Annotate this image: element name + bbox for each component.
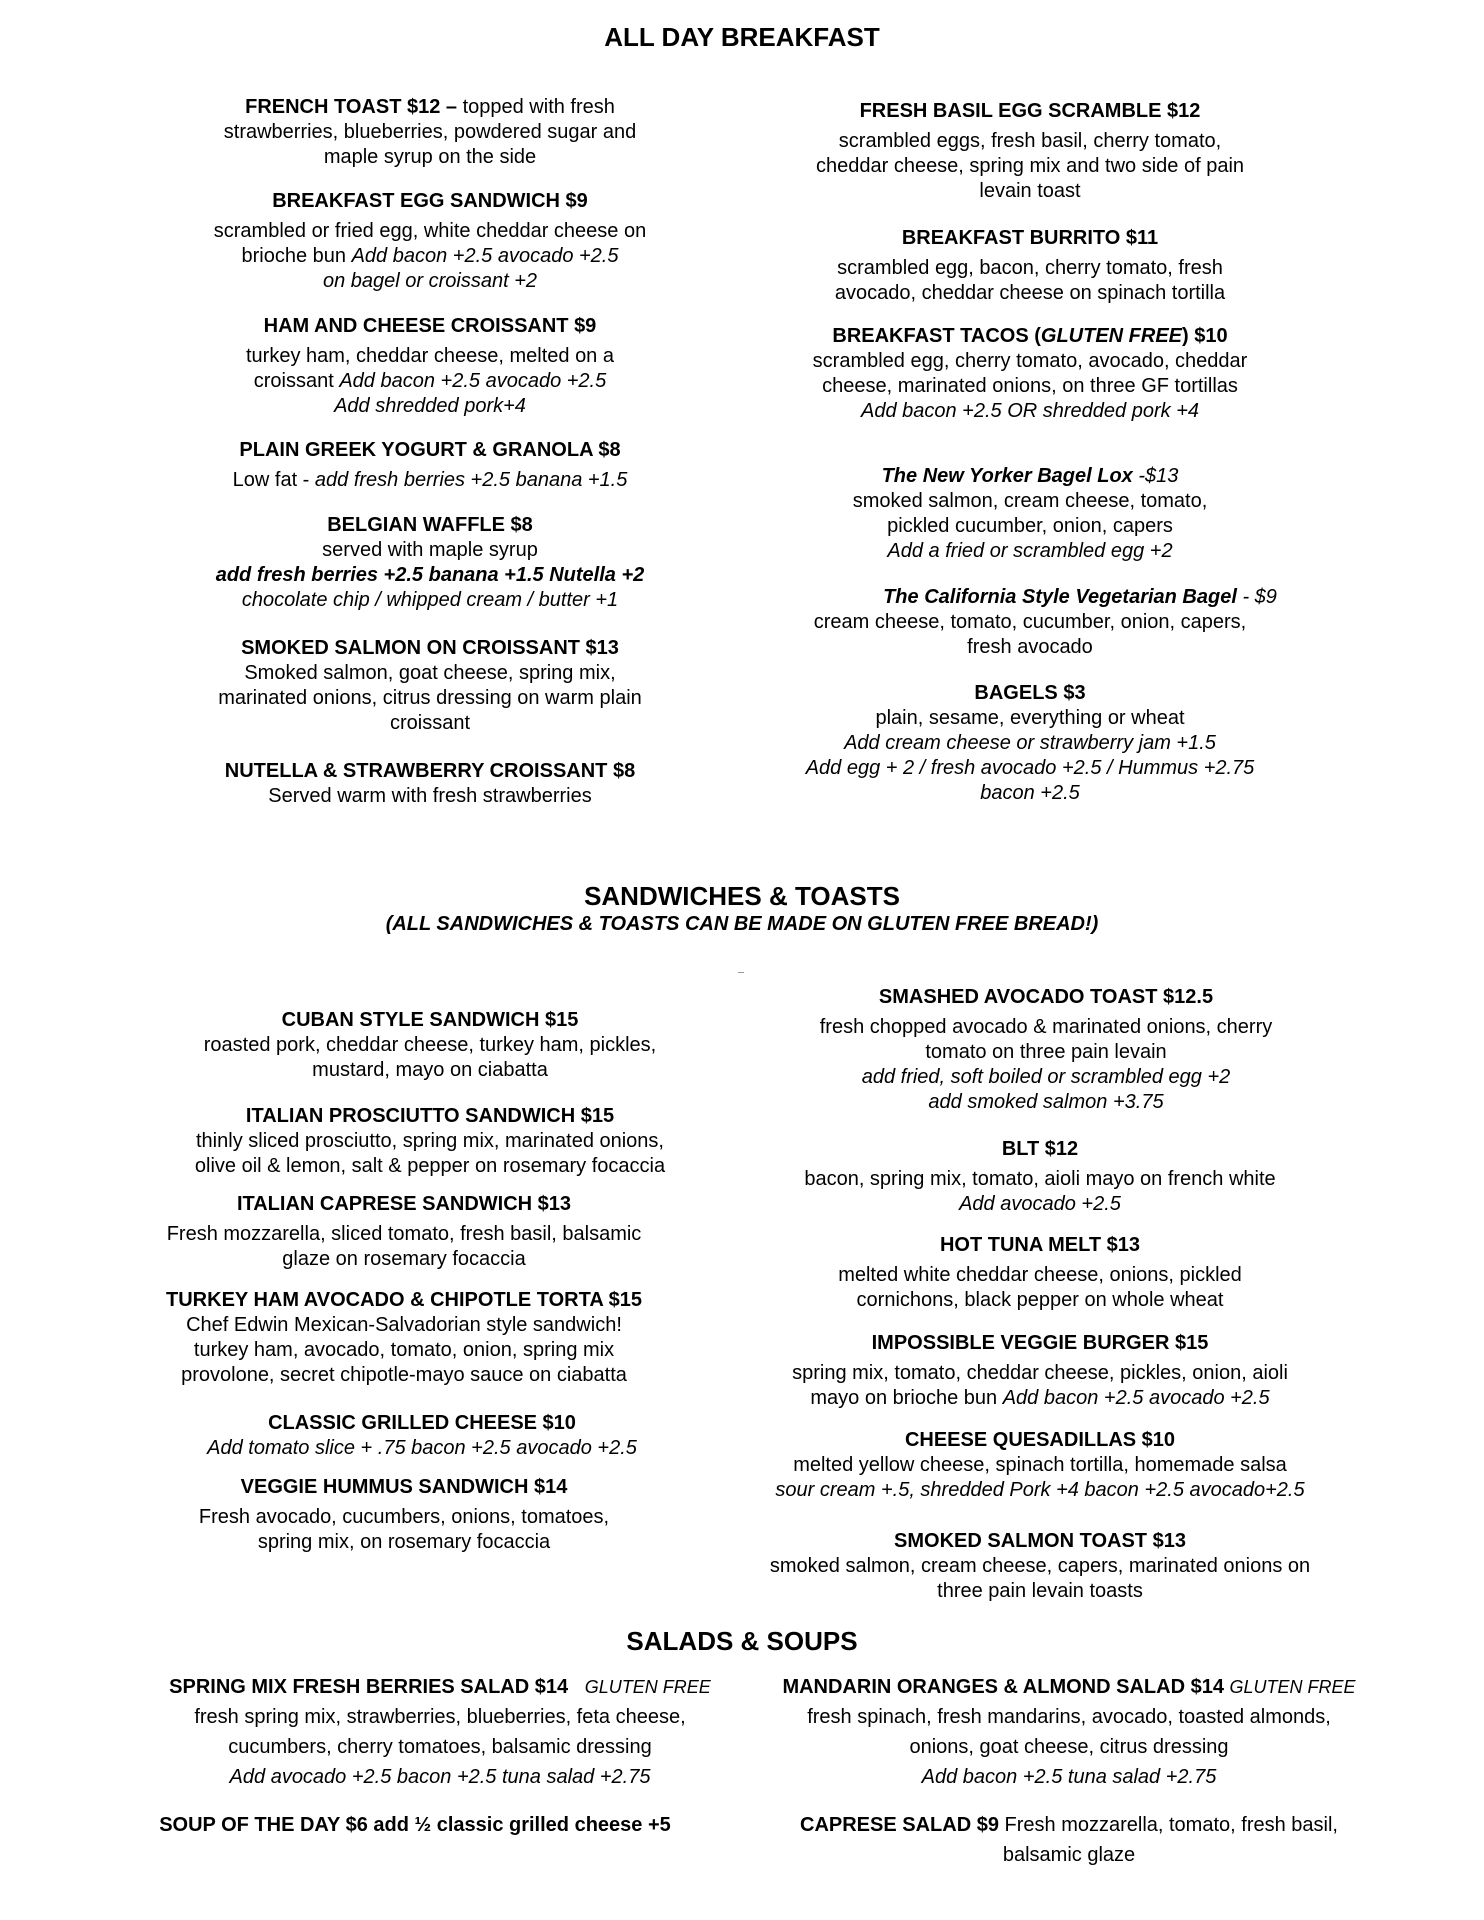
menu-item-blt [740,1137,1340,1217]
item-desc: cream cheese, tomato, cucumber, onion, capers, [813,611,1247,633]
item-addon: Add bacon +2.5 avocado +2.5 [339,370,607,392]
menu-item-bagels [780,681,1280,806]
menu-item-california-bagel [830,585,1330,610]
item-desc: olive oil & lemon, salt & pepper on rosemary focaccia [194,1155,666,1177]
item-addon: add fresh berries +2.5 banana +1.5 [314,469,628,491]
item-addon: Add shredded pork+4 [334,395,526,417]
menu-item-nutella-croissant [180,759,680,809]
item-desc: onions, goat cheese, citrus dressing [909,1736,1229,1758]
item-name: CLASSIC GRILLED CHEESE $10 [268,1412,576,1434]
item-desc: spring mix, tomato, cheddar cheese, pickles, onion, aioli [792,1362,1288,1384]
item-desc: pickled cucumber, onion, capers [887,515,1173,537]
item-name: NUTELLA & STRAWBERRY CROISSANT $8 [224,760,636,782]
item-desc: Served warm with fresh strawberries [268,785,592,807]
item-addon: on bagel or croissant +2 [322,270,538,292]
menu-item-mandarin-salad [754,1675,1384,1790]
sandwiches-section-title: SANDWICHES & TOASTS [584,881,900,911]
stray-mark [738,972,744,973]
item-name: PLAIN GREEK YOGURT & GRANOLA $8 [239,439,621,461]
item-name: SMOKED SALMON ON CROISSANT $13 [241,637,619,659]
item-desc: glaze on rosemary focaccia [282,1248,526,1270]
item-desc: Fresh mozzarella, sliced tomato, fresh basil, balsamic [166,1223,642,1245]
item-name: TURKEY HAM AVOCADO & CHIPOTLE TORTA $15 [166,1289,642,1311]
item-name: BELGIAN WAFFLE $8 [327,514,533,536]
menu-item-breakfast-tacos [780,324,1280,424]
item-addon: bacon +2.5 [980,782,1080,804]
item-desc: fresh avocado [967,636,1093,658]
item-desc: turkey ham, avocado, tomato, onion, spring mix [193,1339,615,1361]
item-desc: cheddar cheese, spring mix and two side of pain [815,155,1245,177]
item-name: FRENCH TOAST $12 – [245,96,458,118]
menu-item-breakfast-burrito [780,226,1280,306]
item-name: CHEESE QUESADILLAS $10 [904,1429,1176,1451]
item-desc: scrambled egg, cherry tomato, avocado, cheddar [812,350,1248,372]
menu-item-soup-of-the-day [90,1813,740,1838]
item-addon: Add bacon +2.5 tuna salad +2.75 [921,1766,1217,1788]
item-desc: mustard, mayo on ciabatta [312,1059,548,1081]
item-name: BREAKFAST EGG SANDWICH $9 [272,190,588,212]
item-desc: scrambled eggs, fresh basil, cherry tomato, [838,130,1222,152]
breakfast-section-title: ALL DAY BREAKFAST [604,22,880,52]
item-name: VEGGIE HUMMUS SANDWICH $14 [240,1476,568,1498]
item-addon: add fresh berries +2.5 banana +1.5 Nutella +2 [215,564,645,586]
item-name: BAGELS $3 [974,682,1086,704]
item-desc: marinated onions, citrus dressing on warm plain [218,687,642,709]
item-desc: melted yellow cheese, spinach tortilla, homemade salsa [793,1454,1287,1476]
item-desc: cheese, marinated onions, on three GF tortillas [822,375,1238,397]
item-name: BREAKFAST BURRITO $11 [901,227,1159,249]
item-desc: Fresh avocado, cucumbers, onions, tomatoes, [198,1506,610,1528]
item-addon: Add bacon +2.5 OR shredded pork +4 [860,400,1199,422]
item-desc: strawberries, blueberries, powdered sugar and [223,121,637,143]
item-name: MANDARIN ORANGES & ALMOND SALAD $14 [782,1676,1224,1698]
item-addon: Add bacon +2.5 avocado +2.5 [351,245,619,267]
menu-item-greek-yogurt [180,438,680,493]
item-desc: Fresh mozzarella, tomato, fresh basil, [998,1814,1338,1836]
item-addon: add fried, soft boiled or scrambled egg +2 [861,1066,1231,1088]
item-addon: Add bacon +2.5 avocado +2.5 [1002,1387,1270,1409]
item-name: CUBAN STYLE SANDWICH $15 [281,1009,579,1031]
gluten-free-tag: GLUTEN FREE [584,1677,711,1697]
item-name: HAM AND CHEESE CROISSANT $9 [263,315,597,337]
item-desc: brioche bun [241,245,352,267]
item-name: BREAKFAST TACOS ( [832,325,1041,347]
menu-item-new-yorker-bagel [780,464,1280,564]
menu-item-hummus-sandwich [104,1475,704,1555]
item-name: SOUP OF THE DAY $6 add ½ classic grilled cheese +5 [159,1814,671,1836]
item-name: IMPOSSIBLE VEGGIE BURGER $15 [871,1332,1209,1354]
item-addon: Add a fried or scrambled egg +2 [887,540,1173,562]
item-desc: topped with fresh [457,96,615,118]
salads-section-title: SALADS & SOUPS [626,1626,858,1656]
menu-item-california-bagel-desc [780,610,1280,660]
item-addon: chocolate chip / whipped cream / butter +1 [241,589,619,611]
item-desc: Low fat - [232,469,315,491]
item-desc: turkey ham, cheddar cheese, melted on a [246,345,614,367]
item-desc: smoked salmon, cream cheese, capers, marinated onions on [769,1555,1311,1577]
menu-item-avocado-toast [746,985,1346,1115]
menu-item-salmon-croissant [180,636,680,736]
item-desc: cucumbers, cherry tomatoes, balsamic dressing [228,1736,652,1758]
menu-item-egg-sandwich [180,189,680,294]
item-desc: three pain levain toasts [937,1580,1143,1602]
item-addon: Add cream cheese or strawberry jam +1.5 [844,732,1216,754]
menu-item-torta [104,1288,704,1388]
item-addon: sour cream +.5, shredded Pork +4 bacon +2.5 avocado+2.5 [775,1479,1305,1501]
item-name: The New Yorker Bagel Lox [881,465,1133,487]
menu-item-salmon-toast [740,1529,1340,1604]
menu-item-french-toast [180,95,680,170]
item-desc: levain toast [979,180,1081,202]
item-desc: Smoked salmon, goat cheese, spring mix, [244,662,616,684]
item-addon: Add egg + 2 / fresh avocado +2.5 / Hummus +2.75 [805,757,1255,779]
item-desc: mayo on brioche bun [810,1387,1003,1409]
item-desc: provolone, secret chipotle-mayo sauce on ciabatta [181,1364,627,1386]
item-name: SMOKED SALMON TOAST $13 [894,1530,1186,1552]
menu-item-tuna-melt [740,1233,1340,1313]
gluten-free-tag: GLUTEN FREE [1040,325,1183,347]
menu-item-basil-scramble [780,99,1280,204]
menu-item-ham-croissant [180,314,680,419]
item-desc: smoked salmon, cream cheese, tomato, [852,490,1208,512]
item-desc: maple syrup on the side [323,146,537,168]
item-desc: avocado, cheddar cheese on spinach tortilla [834,282,1226,304]
item-price: - $9 [1236,586,1277,608]
item-price: ) $10 [1182,325,1228,347]
menu-item-cuban-sandwich [130,1008,730,1083]
item-name: CAPRESE SALAD $9 [800,1814,999,1836]
item-desc: thinly sliced prosciutto, spring mix, marinated onions, [196,1130,664,1152]
item-desc: fresh chopped avocado & marinated onions, cherry [819,1016,1273,1038]
item-desc: bacon, spring mix, tomato, aioli mayo on french white [804,1168,1276,1190]
menu-item-grilled-cheese [122,1411,722,1461]
item-desc: fresh spinach, fresh mandarins, avocado, toasted almonds, [807,1706,1331,1728]
item-addon: Add avocado +2.5 [959,1193,1121,1215]
item-desc: served with maple syrup [322,539,538,561]
item-addon: Add avocado +2.5 bacon +2.5 tuna salad +2.75 [229,1766,651,1788]
item-addon: add smoked salmon +3.75 [928,1091,1164,1113]
gluten-free-tag: GLUTEN FREE [1229,1677,1356,1697]
menu-item-impossible-burger [740,1331,1340,1411]
item-name: SMASHED AVOCADO TOAST $12.5 [878,986,1214,1008]
item-desc: scrambled or fried egg, white cheddar cheese on [213,220,647,242]
item-desc: melted white cheddar cheese, onions, pickled [838,1264,1242,1286]
item-name: ITALIAN CAPRESE SANDWICH $13 [236,1193,572,1215]
menu-item-caprese-salad [754,1813,1384,1868]
item-name: HOT TUNA MELT $13 [939,1234,1140,1256]
item-desc: roasted pork, cheddar cheese, turkey ham, pickles, [203,1034,657,1056]
menu-item-belgian-waffle [180,513,680,613]
menu-item-quesadillas [740,1428,1340,1503]
item-name: FRESH BASIL EGG SCRAMBLE $12 [859,100,1201,122]
item-name: ITALIAN PROSCIUTTO SANDWICH $15 [245,1105,615,1127]
item-name: BLT $12 [1001,1138,1079,1160]
item-name: The California Style Vegetarian Bagel [883,586,1237,608]
item-desc: croissant [389,712,471,734]
item-name: SPRING MIX FRESH BERRIES SALAD $14 [169,1676,569,1698]
item-desc: Chef Edwin Mexican-Salvadorian style sandwich! [186,1314,622,1336]
item-desc: fresh spring mix, strawberries, blueberries, feta cheese, [194,1706,686,1728]
item-desc: spring mix, on rosemary focaccia [257,1531,551,1553]
item-desc: croissant [253,370,340,392]
menu-item-spring-mix-salad [100,1675,780,1790]
sandwiches-gluten-free-note: (ALL SANDWICHES & TOASTS CAN BE MADE ON GLUTEN FREE BREAD!) [385,913,1099,935]
item-addon: Add tomato slice + .75 bacon +2.5 avocado +2.5 [207,1437,637,1459]
item-desc: plain, sesame, everything or wheat [875,707,1185,729]
item-desc: cornichons, black pepper on whole wheat [856,1289,1224,1311]
item-desc: scrambled egg, bacon, cherry tomato, fresh [837,257,1223,279]
menu-item-caprese-sandwich [104,1192,704,1272]
menu-item-prosciutto-sandwich [130,1104,730,1179]
item-price: -$13 [1132,465,1179,487]
item-desc: balsamic glaze [1002,1844,1136,1866]
item-desc: tomato on three pain levain [925,1041,1167,1063]
